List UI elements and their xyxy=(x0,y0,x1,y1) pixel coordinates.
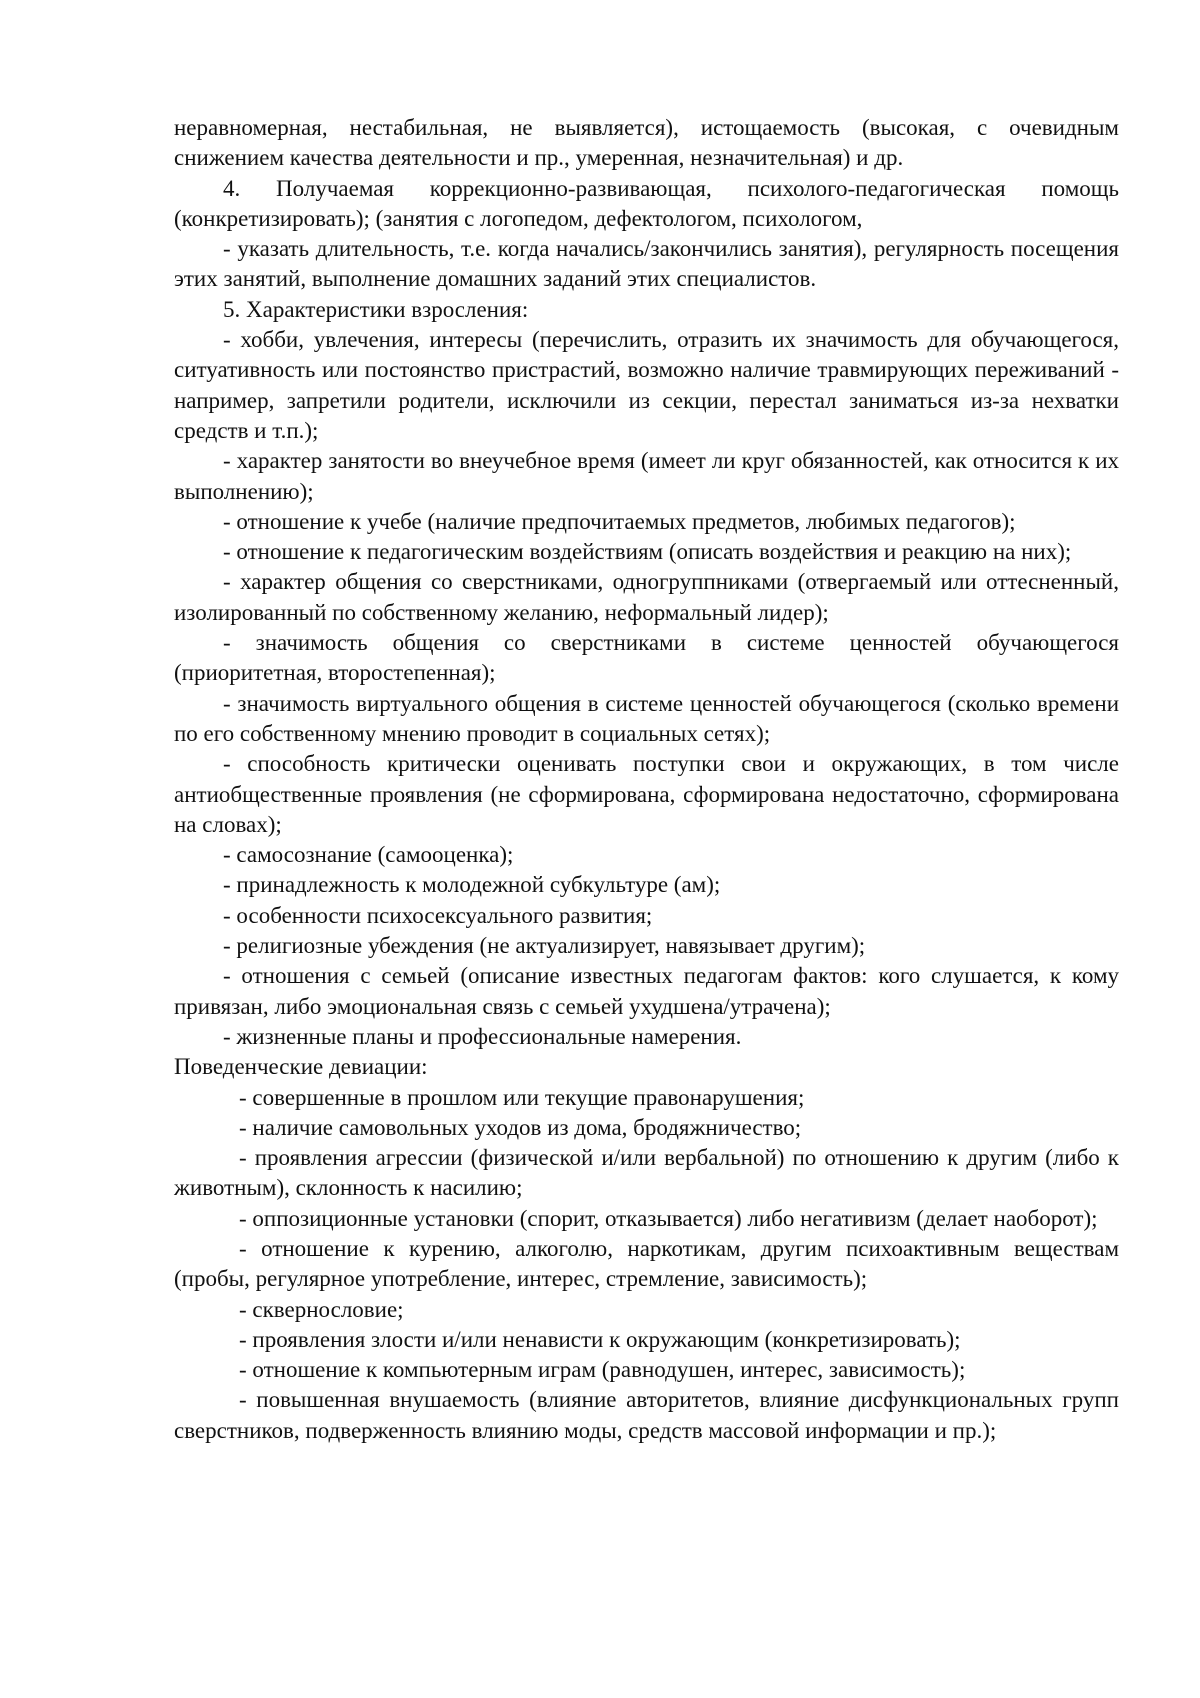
list-item-substances: - отношение к курению, алкоголю, наркотикам, другим психоактивным веществам (пробы, регулярное употребление, интерес, стремление, зависимость); xyxy=(174,1235,1119,1292)
list-item-virtual-communication: - значимость виртуального общения в системе ценностей обучающегося (сколько времени по его собственному мнению проводит в социальных сетях); xyxy=(174,690,1119,746)
list-item-hobbies: - хобби, увлечения, интересы (перечислить, отразить их значимость для обучающегося, ситуативность или постоянство пристрастий, возможно наличие травмирующих переживаний - например, запретили родители, исключили из секции, перестал заниматься из-за нехватки средств и т.п.); xyxy=(174,327,1119,443)
list-item-critical-assessment: - способность критически оценивать поступки свои и окружающих, в том числе антиобщественные проявления (не сформирована, сформирована недостаточно, сформирована на словах); xyxy=(174,751,1119,837)
document-body xyxy=(174,113,1119,1446)
section-heading-behavioral-deviations: Поведенческие девиации: xyxy=(174,1054,428,1080)
list-item-attitude-study: - отношение к учебе (наличие предпочитаемых предметов, любимых педагогов); xyxy=(223,508,1016,534)
list-item-self-awareness: - самосознание (самооценка); xyxy=(223,842,514,868)
list-item-peer-importance: - значимость общения со сверстниками в системе ценностей обучающегося (приоритетная, второстепенная); xyxy=(174,630,1119,686)
list-item-computer-games: - отношение к компьютерным играм (равнодушен, интерес, зависимость); xyxy=(239,1357,966,1383)
list-item-oppositional: - оппозиционные установки (спорит, отказывается) либо негативизм (делает наоборот); xyxy=(239,1205,1098,1231)
list-item-suggestibility: - повышенная внушаемость (влияние авторитетов, влияние дисфункциональных групп сверстников, подверженность влиянию моды, средств массовой информации и пр.); xyxy=(174,1387,1119,1443)
list-item-subculture: - принадлежность к молодежной субкультуре (ам); xyxy=(223,872,721,898)
list-item-peer-communication: - характер общения со сверстниками, одногруппниками (отвергаемый или оттесненный, изолированный по собственному желанию, неформальный лидер); xyxy=(174,569,1119,625)
list-item-profanity: - сквернословие; xyxy=(239,1296,404,1322)
paragraph-item-5-heading: 5. Характеристики взросления: xyxy=(223,296,529,322)
list-item-life-plans: - жизненные планы и профессиональные намерения. xyxy=(223,1023,742,1049)
list-item-extracurricular: - характер занятости во внеучебное время (имеет ли круг обязанностей, как относится к их выполнению); xyxy=(174,448,1119,504)
paragraph-continuation: неравномерная, нестабильная, не выявляется), истощаемость (высокая, с очевидным снижением качества деятельности и пр., умеренная, незначительная) и др. xyxy=(174,115,1119,171)
paragraph-specify-duration: - указать длительность, т.е. когда начались/закончились занятия), регулярность посещения этих занятий, выполнение домашних заданий этих специалистов. xyxy=(174,236,1119,292)
list-item-religious: - религиозные убеждения (не актуализирует, навязывает другим); xyxy=(223,933,866,959)
list-item-offenses: - совершенные в прошлом или текущие правонарушения; xyxy=(239,1084,805,1110)
list-item-family-relations: - отношения с семьей (описание известных педагогам фактов: кого слушается, к кому привязан, либо эмоциональная связь с семьей ухудшена/утрачена); xyxy=(174,963,1119,1019)
list-item-running-away: - наличие самовольных уходов из дома, бродяжничество; xyxy=(239,1114,802,1140)
list-item-anger: - проявления злости и/или ненависти к окружающим (конкретизировать); xyxy=(239,1326,961,1352)
list-item-attitude-pedagogical: - отношение к педагогическим воздействиям (описать воздействия и реакцию на них); xyxy=(223,539,1072,565)
list-item-psychosexual: - особенности психосексуального развития; xyxy=(223,902,653,928)
paragraph-item-4: 4. Получаемая коррекционно-развивающая, психолого-педагогическая помощь (конкретизировать); (занятия с логопедом, дефектологом, психологом, xyxy=(174,175,1119,231)
list-item-aggression: - проявления агрессии (физической и/или вербальной) по отношению к другим (либо к животным), склонность к насилию; xyxy=(174,1145,1119,1201)
